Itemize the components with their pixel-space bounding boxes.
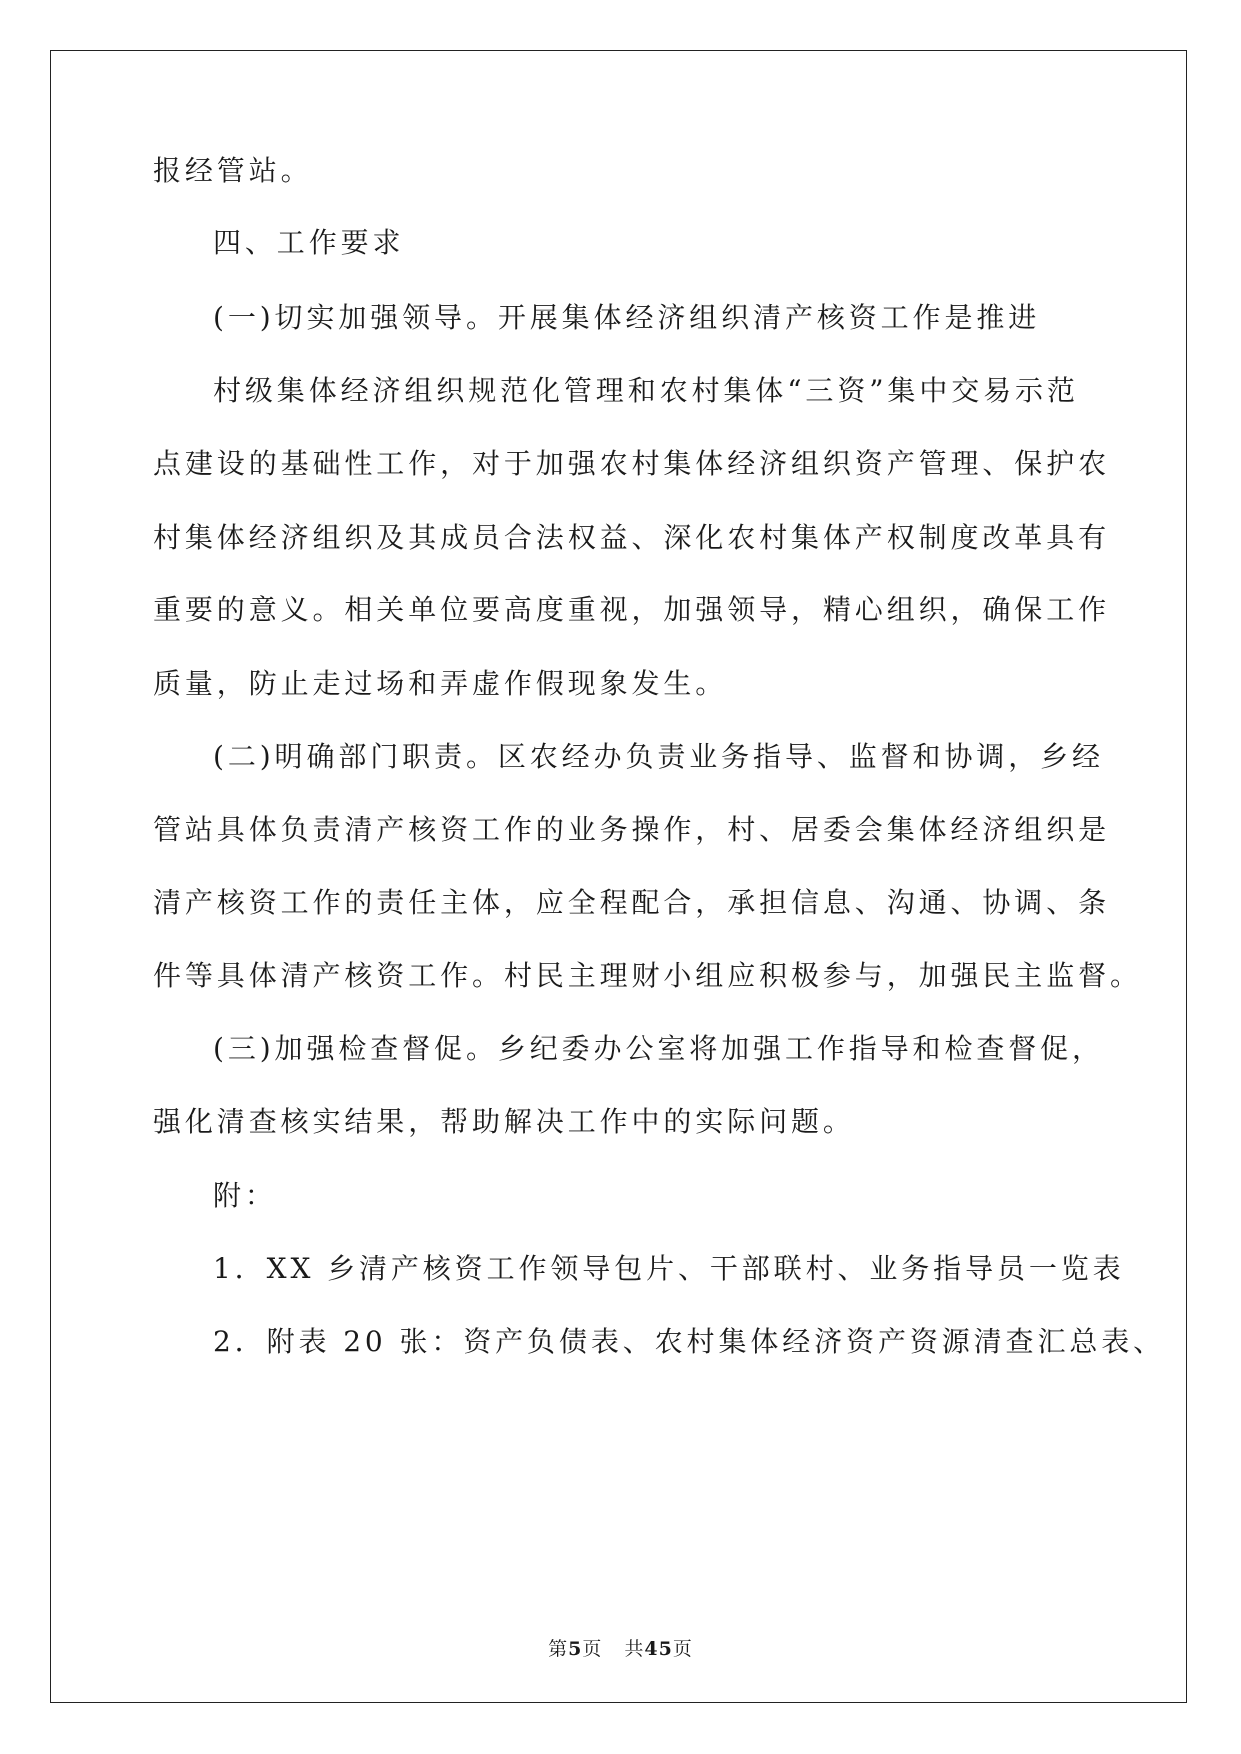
- page-current: 5: [568, 1638, 583, 1660]
- text-line: (三)加强检查督促。乡纪委办公室将加强工作指导和检查督促，: [213, 1032, 1104, 1065]
- total-suffix: 页: [672, 1638, 693, 1660]
- total-prefix: 共: [624, 1638, 645, 1660]
- text-line: (一)切实加强领导。开展集体经济组织清产核资工作是推进: [213, 301, 1041, 334]
- page-suffix: 页: [582, 1638, 603, 1660]
- section-heading: 四、工作要求: [213, 226, 405, 259]
- text-line: 强化清查核实结果，帮助解决工作中的实际问题。: [153, 1105, 855, 1138]
- text-line: 质量，防止走过场和弄虚作假现象发生。: [153, 667, 728, 700]
- page-prefix: 第: [548, 1638, 569, 1660]
- text-line: 村级集体经济组织规范化管理和农村集体“三资”集中交易示范: [213, 374, 1079, 407]
- text-line: 清产核资工作的责任主体，应全程配合，承担信息、沟通、协调、条: [153, 886, 1111, 919]
- text-line: 报经管站。: [153, 154, 313, 187]
- text-line: 点建设的基础性工作，对于加强农村集体经济组织资产管理、保护农: [153, 447, 1111, 480]
- text-line: 重要的意义。相关单位要高度重视，加强领导，精心组织，确保工作: [153, 593, 1111, 626]
- text-line: (二)明确部门职责。区农经办负责业务指导、监督和协调，乡经: [213, 740, 1104, 773]
- page-footer: [0, 1636, 1241, 1662]
- text-line: 管站具体负责清产核资工作的业务操作，村、居委会集体经济组织是: [153, 813, 1111, 846]
- appendix-item: 1．XX 乡清产核资工作领导包片、干部联村、业务指导员一览表: [213, 1252, 1125, 1285]
- appendix-item: 2．附表 20 张：资产负债表、农村集体经济资产资源清查汇总表、: [213, 1325, 1166, 1358]
- text-line: 件等具体清产核资工作。村民主理财小组应积极参与，加强民主监督。: [153, 959, 1142, 992]
- page-total: 45: [644, 1638, 673, 1660]
- appendix-heading: 附：: [213, 1179, 277, 1212]
- text-line: 村集体经济组织及其成员合法权益、深化农村集体产权制度改革具有: [153, 521, 1111, 554]
